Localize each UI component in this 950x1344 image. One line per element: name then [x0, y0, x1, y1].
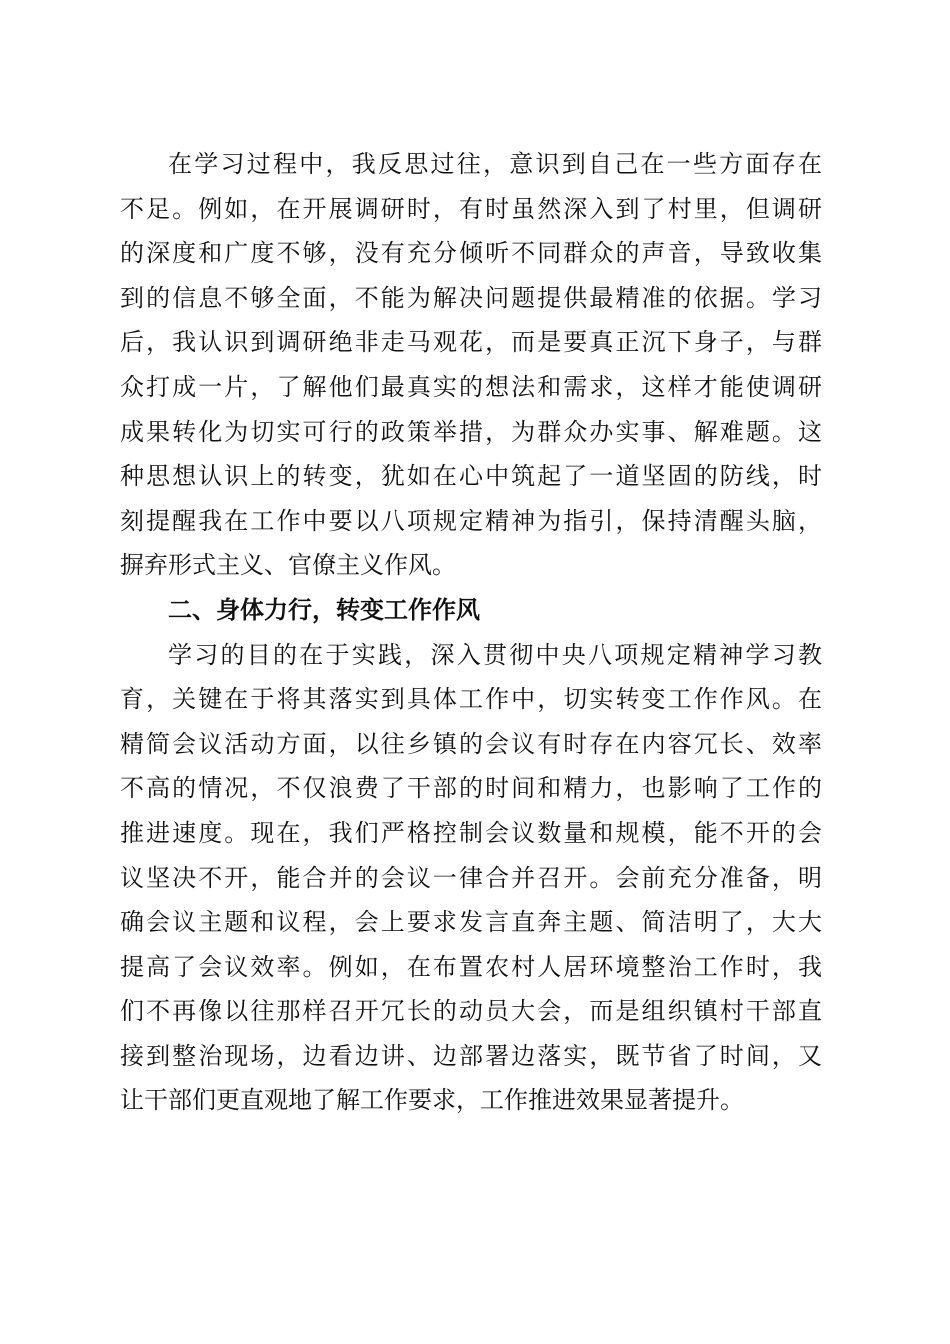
paragraph-line: 不高的情况，不仅浪费了干部的时间和精力，也影响了工作的 — [120, 774, 822, 803]
paragraph-reflection — [120, 142, 822, 588]
paragraph-line: 推进速度。现在，我们严格控制会议数量和规模，能不开的会 — [120, 818, 822, 847]
paragraph-line: 到的信息不够全面，不能为解决问题提供最精准的依据。学习 — [120, 283, 822, 312]
paragraph-line: 议坚决不开，能合并的会议一律合并召开。会前充分准备，明 — [120, 863, 822, 892]
paragraph-line: 育，关键在于将其落实到具体工作中，切实转变工作作风。在 — [120, 685, 822, 714]
paragraph-line: 种思想认识上的转变，犹如在心中筑起了一道坚固的防线，时 — [120, 462, 822, 491]
paragraph-line: 后，我认识到调研绝非走马观花，而是要真正沉下身子，与群 — [120, 328, 822, 357]
paragraph-line: 让干部们更直观地了解工作要求，工作推进效果显著提升。 — [120, 1086, 744, 1115]
paragraph-line: 们不再像以往那样召开冗长的动员大会，而是组织镇村干部直 — [120, 997, 822, 1026]
paragraph-line: 精简会议活动方面，以往乡镇的会议有时存在内容冗长、效率 — [120, 729, 822, 758]
paragraph-line: 接到整治现场，边看边讲、边部署边落实，既节省了时间，又 — [120, 1041, 822, 1070]
paragraph-line: 摒弃形式主义、官僚主义作风。 — [120, 551, 456, 580]
paragraph-line: 确会议主题和议程，会上要求发言直奔主题、简洁明了，大大 — [120, 908, 822, 937]
paragraph-line: 学习的目的在于实践，深入贯彻中央八项规定精神学习教 — [168, 640, 822, 669]
paragraph-line: 刻提醒我在工作中要以八项规定精神为指引，保持清醒头脑， — [120, 506, 822, 535]
paragraph-line: 众打成一片，了解他们最真实的想法和需求，这样才能使调研 — [120, 372, 822, 401]
paragraph-line: 在学习过程中，我反思过往，意识到自己在一些方面存在 — [168, 150, 822, 178]
paragraph-line: 成果转化为切实可行的政策举措，为群众办实事、解难题。这 — [120, 417, 822, 446]
section-heading: 二、身体力行，转变工作作风 — [168, 595, 480, 624]
document-body — [120, 142, 822, 1123]
paragraph-practice — [120, 633, 822, 1124]
paragraph-line: 不足。例如，在开展调研时，有时虽然深入到了村里，但调研 — [120, 194, 822, 223]
paragraph-line: 提高了会议效率。例如，在布置农村人居环境整治工作时，我 — [120, 952, 822, 981]
paragraph-line: 的深度和广度不够，没有充分倾听不同群众的声音，导致收集 — [120, 239, 822, 268]
